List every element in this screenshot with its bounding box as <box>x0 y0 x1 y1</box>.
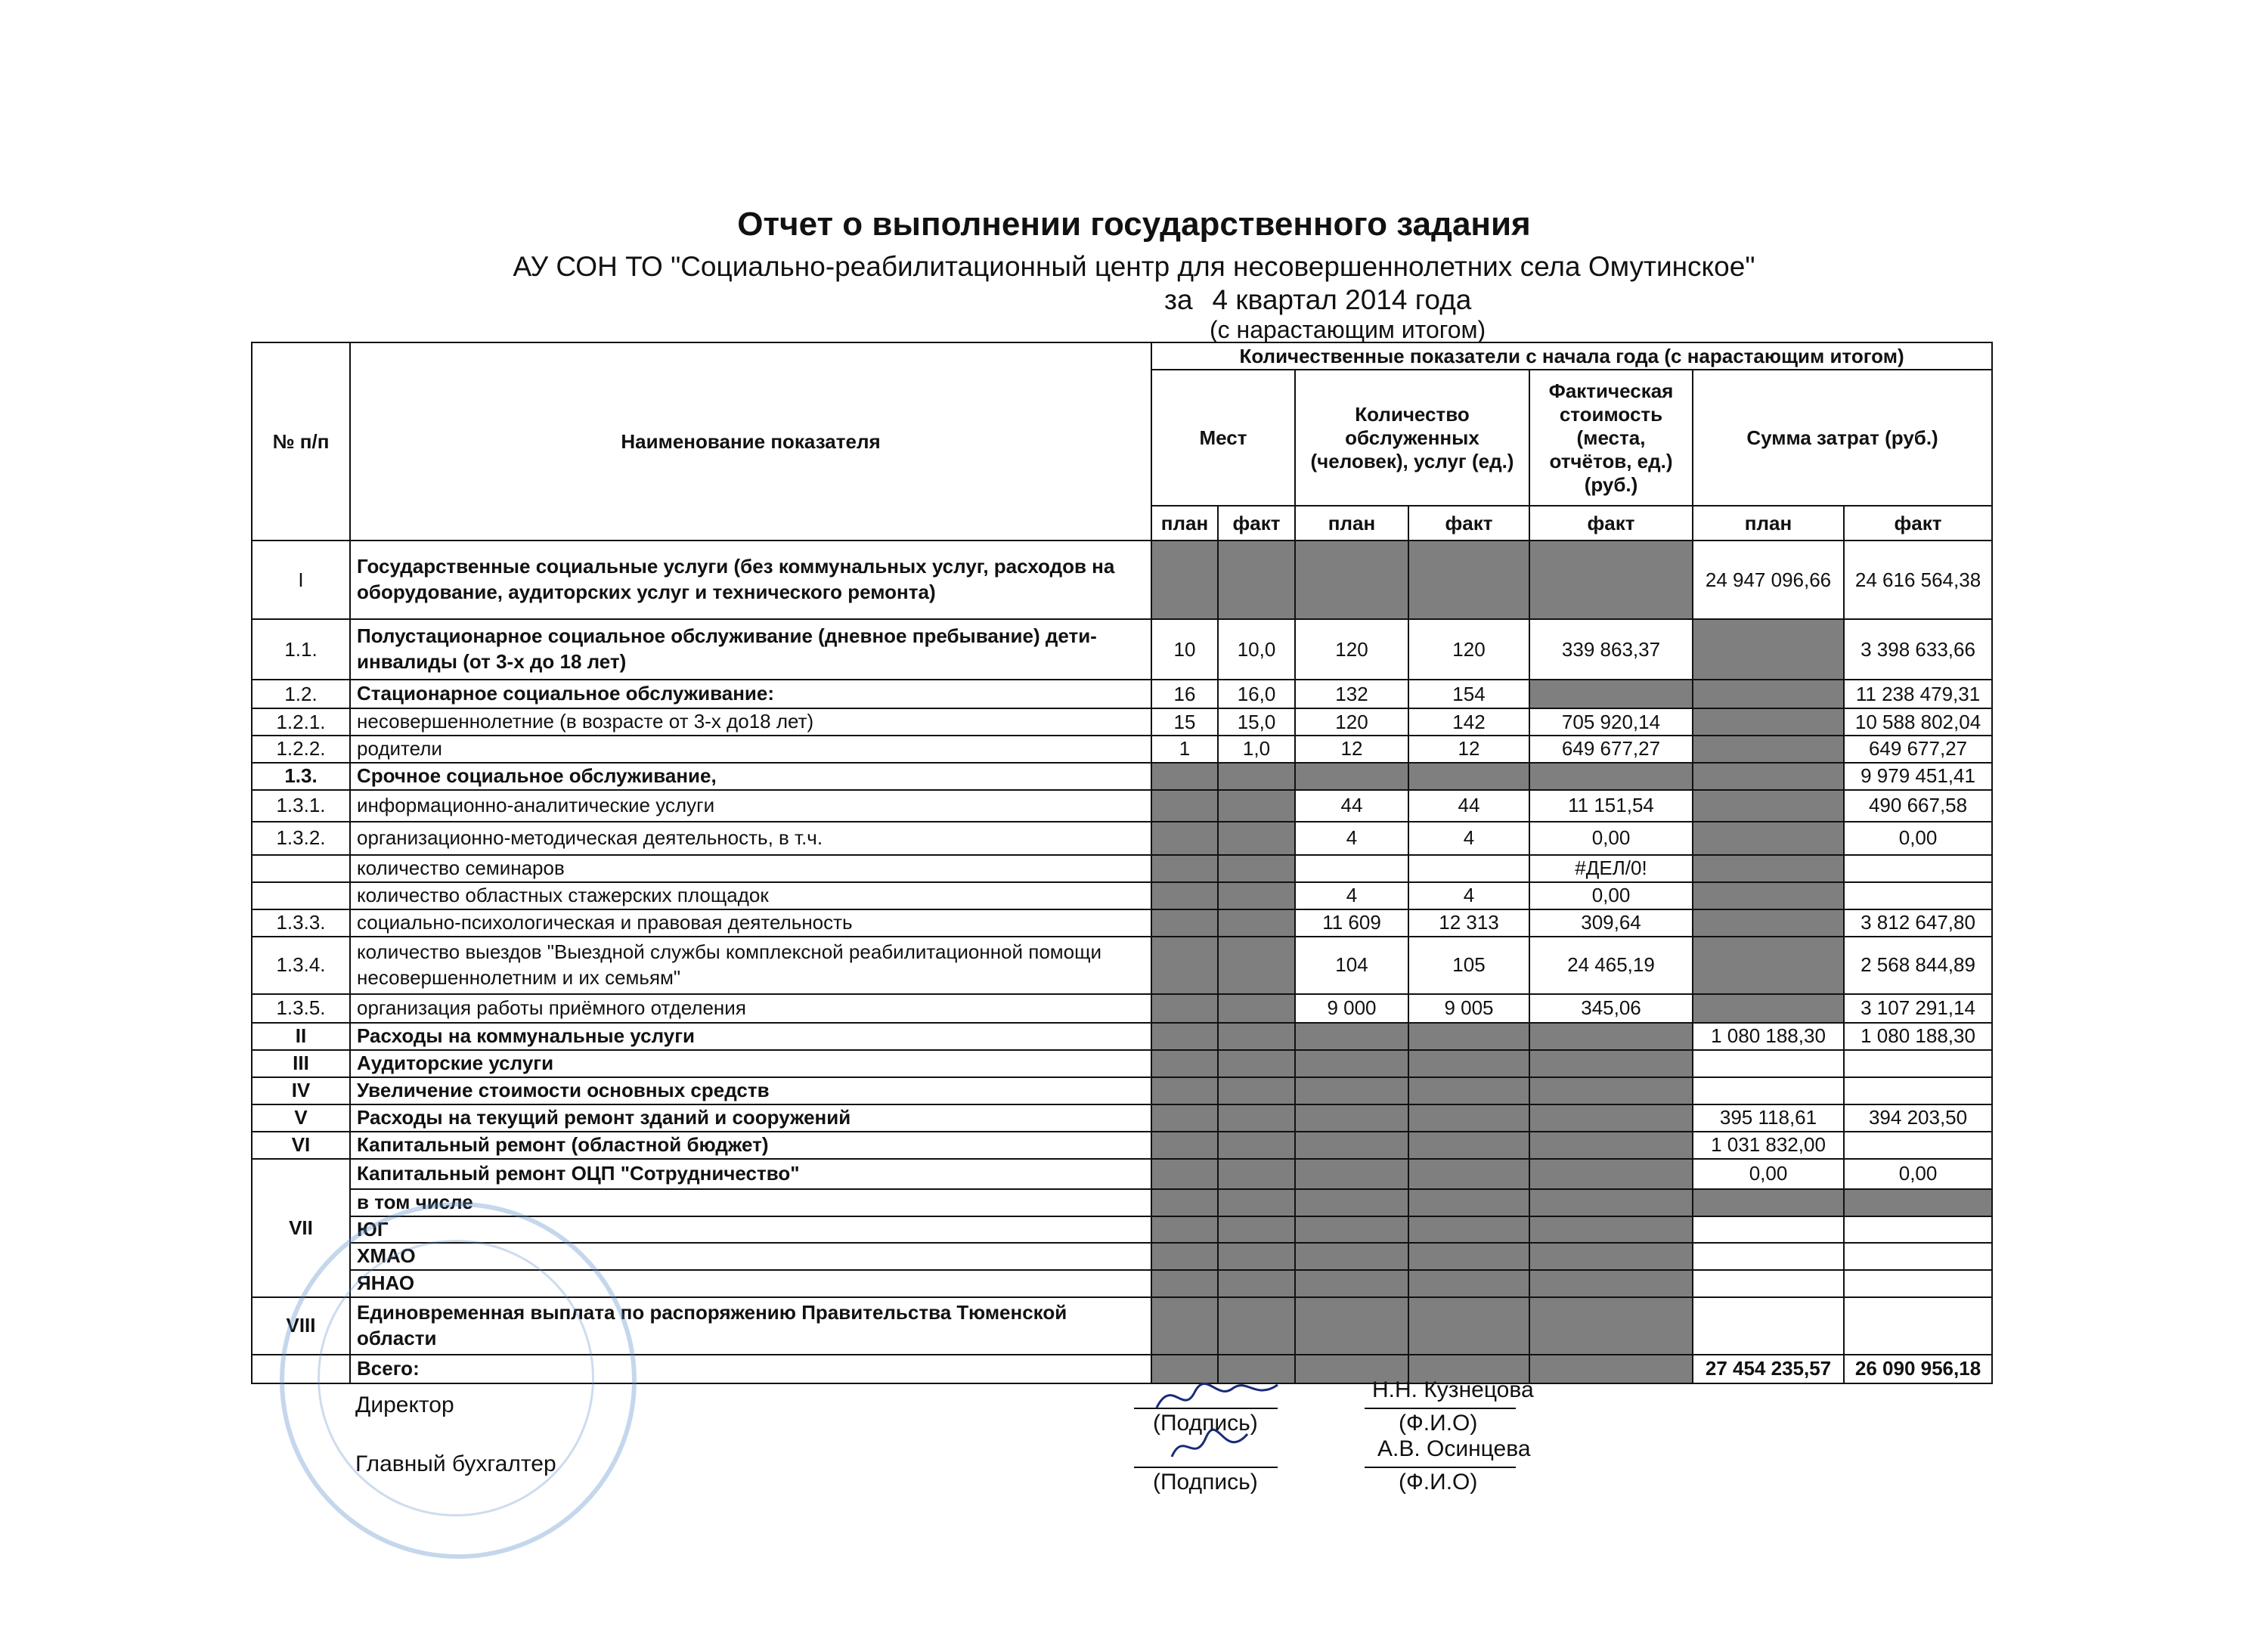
expenses-fact: 3 812 647,80 <box>1844 909 1992 937</box>
col-group-header: Количественные показатели с начала года (с нарастающим итогом) <box>1151 342 1992 370</box>
shaded-cell <box>1408 1243 1529 1270</box>
places-plan: 16 <box>1151 680 1218 708</box>
expenses-fact: 10 588 802,04 <box>1844 708 1992 736</box>
row-name: организационно-методическая деятельность, в т.ч. <box>350 822 1151 855</box>
shaded-cell <box>1218 1270 1295 1297</box>
expenses-fact: 3 107 291,14 <box>1844 994 1992 1023</box>
row-name: Стационарное социальное обслуживание: <box>350 680 1151 708</box>
shaded-cell <box>1218 541 1295 619</box>
accountant-fio-caption: (Ф.И.О) <box>1399 1470 1478 1495</box>
shaded-cell <box>1693 937 1844 994</box>
expenses-fact: 3 398 633,66 <box>1844 619 1992 680</box>
organization-name: АУ СОН ТО "Социально-реабилитационный центр для несовершеннолетних села Омутинское" <box>513 251 1755 282</box>
row-name: родители <box>350 736 1151 763</box>
shaded-cell <box>1218 1104 1295 1132</box>
shaded-cell <box>1151 1189 1218 1216</box>
shaded-cell <box>1151 855 1218 882</box>
shaded-cell <box>1529 1270 1693 1297</box>
accountant-name-line <box>1365 1467 1516 1468</box>
shaded-cell <box>1218 1189 1295 1216</box>
served-plan: 12 <box>1295 736 1408 763</box>
expenses-plan <box>1693 1270 1844 1297</box>
shaded-cell <box>1295 1077 1408 1104</box>
subcol-fact: факт <box>1218 506 1295 541</box>
served-fact: 4 <box>1408 882 1529 909</box>
row-num: 1.2.1. <box>252 708 350 736</box>
expenses-fact: 649 677,27 <box>1844 736 1992 763</box>
shaded-cell <box>1218 1050 1295 1077</box>
row-name: количество областных стажерских площадок <box>350 882 1151 909</box>
shaded-cell <box>1295 1159 1408 1189</box>
shaded-cell <box>1295 541 1408 619</box>
row-name: социально-психологическая и правовая деятельность <box>350 909 1151 937</box>
places-fact: 16,0 <box>1218 680 1295 708</box>
row-num: 1.3.2. <box>252 822 350 855</box>
shaded-cell <box>1529 763 1693 790</box>
served-plan: 132 <box>1295 680 1408 708</box>
shaded-cell <box>1693 708 1844 736</box>
cumulative-note: (с нарастающим итогом) <box>1210 316 1486 343</box>
shaded-cell <box>1408 1023 1529 1050</box>
director-label: Директор <box>355 1392 454 1417</box>
shaded-cell <box>1151 909 1218 937</box>
shaded-cell <box>1218 882 1295 909</box>
shaded-cell <box>1408 1132 1529 1159</box>
shaded-cell <box>1151 763 1218 790</box>
shaded-cell <box>1295 1216 1408 1244</box>
expenses-plan <box>1693 1297 1844 1355</box>
row-num: 1.1. <box>252 619 350 680</box>
subcol-plan: план <box>1295 506 1408 541</box>
served-plan: 4 <box>1295 822 1408 855</box>
shaded-cell <box>1693 736 1844 763</box>
shaded-cell <box>1529 1297 1693 1355</box>
accountant-label: Главный бухгалтер <box>355 1451 556 1476</box>
expenses-plan: 395 118,61 <box>1693 1104 1844 1132</box>
shaded-cell <box>1529 1159 1693 1189</box>
shaded-cell <box>1408 1159 1529 1189</box>
director-fio-caption: (Ф.И.О) <box>1399 1411 1478 1436</box>
shaded-cell <box>1151 1023 1218 1050</box>
shaded-cell <box>1529 541 1693 619</box>
served-fact: 154 <box>1408 680 1529 708</box>
expenses-fact <box>1844 882 1992 909</box>
row-name: Капитальный ремонт (областной бюджет) <box>350 1132 1151 1159</box>
shaded-cell <box>1693 994 1844 1023</box>
shaded-cell <box>1529 1077 1693 1104</box>
shaded-cell <box>1693 822 1844 855</box>
row-name: количество выездов "Выездной службы комплексной реабилитационной помощи несовершеннолетним и их семьям" <box>350 937 1151 994</box>
subcol-fact: факт <box>1529 506 1693 541</box>
shaded-cell <box>1408 1050 1529 1077</box>
shaded-cell <box>1218 937 1295 994</box>
expenses-fact <box>1844 1050 1992 1077</box>
served-fact: 9 005 <box>1408 994 1529 1023</box>
shaded-cell <box>1218 1216 1295 1244</box>
shaded-cell <box>1151 541 1218 619</box>
shaded-cell <box>1529 1023 1693 1050</box>
shaded-cell <box>1218 763 1295 790</box>
row-name: Срочное социальное обслуживание, <box>350 763 1151 790</box>
expenses-fact: 0,00 <box>1844 822 1992 855</box>
places-fact: 1,0 <box>1218 736 1295 763</box>
expenses-fact <box>1844 1132 1992 1159</box>
cost-fact: 339 863,37 <box>1529 619 1693 680</box>
served-plan: 4 <box>1295 882 1408 909</box>
row-name: Единовременная выплата по распоряжению Правительства Тюменской области <box>350 1297 1151 1355</box>
shaded-cell <box>1151 822 1218 855</box>
subcol-fact: факт <box>1408 506 1529 541</box>
row-name: информационно-аналитические услуги <box>350 790 1151 822</box>
row-num: 1.3.1. <box>252 790 350 822</box>
cost-fact: 705 920,14 <box>1529 708 1693 736</box>
shaded-cell <box>1151 1216 1218 1244</box>
row-name: количество семинаров <box>350 855 1151 882</box>
cost-fact: 345,06 <box>1529 994 1693 1023</box>
col-cost-header: Фактическая стоимость (места, отчётов, ед.) (руб.) <box>1529 370 1693 506</box>
row-num <box>252 882 350 909</box>
shaded-cell <box>1151 882 1218 909</box>
accountant-signature-caption: (Подпись) <box>1153 1470 1258 1495</box>
shaded-cell <box>1151 1104 1218 1132</box>
row-num: V <box>252 1104 350 1132</box>
shaded-cell <box>1295 763 1408 790</box>
row-name: ХМАО <box>350 1243 1151 1270</box>
served-fact: 105 <box>1408 937 1529 994</box>
row-name: Государственные социальные услуги (без коммунальных услуг, расходов на оборудование, аудиторских услуг и технического ремонта) <box>350 541 1151 619</box>
shaded-cell <box>1218 1243 1295 1270</box>
served-plan: 104 <box>1295 937 1408 994</box>
row-name: организация работы приёмного отделения <box>350 994 1151 1023</box>
expenses-fact <box>1844 855 1992 882</box>
row-num <box>252 855 350 882</box>
expenses-plan: 0,00 <box>1693 1159 1844 1189</box>
shaded-cell <box>1693 909 1844 937</box>
row-name: Полустационарное социальное обслуживание (дневное пребывание) дети-инвалиды (от 3-х до 18 лет) <box>350 619 1151 680</box>
col-num-header: № п/п <box>252 342 350 541</box>
period-value: 4 квартал 2014 года <box>1212 284 1472 315</box>
shaded-cell <box>1408 541 1529 619</box>
shaded-cell <box>1151 1132 1218 1159</box>
cost-fact: 11 151,54 <box>1529 790 1693 822</box>
row-name: ЯНАО <box>350 1270 1151 1297</box>
cost-fact: 649 677,27 <box>1529 736 1693 763</box>
shaded-cell <box>1151 1050 1218 1077</box>
served-fact <box>1408 855 1529 882</box>
cost-fact: 24 465,19 <box>1529 937 1693 994</box>
served-plan: 120 <box>1295 708 1408 736</box>
served-plan: 9 000 <box>1295 994 1408 1023</box>
places-fact: 10,0 <box>1218 619 1295 680</box>
shaded-cell <box>1218 1077 1295 1104</box>
row-num: 1.2.2. <box>252 736 350 763</box>
shaded-cell <box>1529 680 1693 708</box>
shaded-cell <box>1693 619 1844 680</box>
shaded-cell <box>1151 790 1218 822</box>
served-fact: 12 313 <box>1408 909 1529 937</box>
cost-fact: #ДЕЛ/0! <box>1529 855 1693 882</box>
col-places-header: Мест <box>1151 370 1295 506</box>
row-num: 1.3.5. <box>252 994 350 1023</box>
shaded-cell <box>1295 1050 1408 1077</box>
shaded-cell <box>1693 1189 1844 1216</box>
total-fact: 26 090 956,18 <box>1844 1355 1992 1383</box>
expenses-fact: 11 238 479,31 <box>1844 680 1992 708</box>
shaded-cell <box>1218 909 1295 937</box>
places-plan: 10 <box>1151 619 1218 680</box>
served-fact: 142 <box>1408 708 1529 736</box>
col-expenses-header: Сумма затрат (руб.) <box>1693 370 1992 506</box>
shaded-cell <box>1844 1189 1992 1216</box>
served-plan: 120 <box>1295 619 1408 680</box>
row-name: Увеличение стоимости основных средств <box>350 1077 1151 1104</box>
expenses-fact: 2 568 844,89 <box>1844 937 1992 994</box>
row-name: в том числе <box>350 1189 1151 1216</box>
shaded-cell <box>1295 1104 1408 1132</box>
shaded-cell <box>1295 1132 1408 1159</box>
shaded-cell <box>1218 1132 1295 1159</box>
row-name: Расходы на коммунальные услуги <box>350 1023 1151 1050</box>
expenses-plan: 1 080 188,30 <box>1693 1023 1844 1050</box>
cost-fact: 309,64 <box>1529 909 1693 937</box>
expenses-fact <box>1844 1297 1992 1355</box>
shaded-cell <box>1295 1189 1408 1216</box>
director-signature-line <box>1134 1408 1278 1409</box>
shaded-cell <box>1408 1104 1529 1132</box>
accountant-name: А.В. Осинцева <box>1377 1436 1531 1461</box>
shaded-cell <box>1151 994 1218 1023</box>
col-served-header: Количество обслуженных (человек), услуг (ед.) <box>1295 370 1529 506</box>
row-num: IV <box>252 1077 350 1104</box>
row-num: 1.3.4. <box>252 937 350 994</box>
served-plan <box>1295 855 1408 882</box>
expenses-fact <box>1844 1216 1992 1244</box>
row-num: II <box>252 1023 350 1050</box>
shaded-cell <box>1218 822 1295 855</box>
row-num: I <box>252 541 350 619</box>
cost-fact: 0,00 <box>1529 882 1693 909</box>
expenses-fact: 0,00 <box>1844 1159 1992 1189</box>
shaded-cell <box>1151 1243 1218 1270</box>
served-fact: 44 <box>1408 790 1529 822</box>
expenses-plan <box>1693 1077 1844 1104</box>
shaded-cell <box>1529 1132 1693 1159</box>
shaded-cell <box>1693 790 1844 822</box>
shaded-cell <box>1693 763 1844 790</box>
shaded-cell <box>1529 1104 1693 1132</box>
subcol-plan: план <box>1151 506 1218 541</box>
total-label: Всего: <box>350 1355 1151 1383</box>
col-name-header: Наименование показателя <box>350 342 1151 541</box>
shaded-cell <box>1151 1297 1218 1355</box>
shaded-cell <box>1408 1216 1529 1244</box>
shaded-cell <box>1529 1243 1693 1270</box>
expenses-fact: 394 203,50 <box>1844 1104 1992 1132</box>
accountant-signature-line <box>1134 1467 1278 1468</box>
shaded-cell <box>1408 1297 1529 1355</box>
shaded-cell <box>1218 790 1295 822</box>
subcol-plan: план <box>1693 506 1844 541</box>
served-fact: 120 <box>1408 619 1529 680</box>
places-plan: 1 <box>1151 736 1218 763</box>
shaded-cell <box>1529 1355 1693 1383</box>
expenses-fact <box>1844 1243 1992 1270</box>
row-name: Аудиторские услуги <box>350 1050 1151 1077</box>
expenses-plan: 24 947 096,66 <box>1693 541 1844 619</box>
expenses-plan <box>1693 1050 1844 1077</box>
report-title: Отчет о выполнении государственного задания <box>737 206 1531 243</box>
shaded-cell <box>1151 1159 1218 1189</box>
row-name: Капитальный ремонт ОЦП "Сотрудничество" <box>350 1159 1151 1189</box>
places-plan: 15 <box>1151 708 1218 736</box>
shaded-cell <box>1218 1297 1295 1355</box>
expenses-fact <box>1844 1270 1992 1297</box>
expenses-plan: 1 031 832,00 <box>1693 1132 1844 1159</box>
expenses-fact: 1 080 188,30 <box>1844 1023 1992 1050</box>
expenses-fact: 490 667,58 <box>1844 790 1992 822</box>
expenses-fact: 9 979 451,41 <box>1844 763 1992 790</box>
shaded-cell <box>1529 1050 1693 1077</box>
shaded-cell <box>1151 1270 1218 1297</box>
total-plan: 27 454 235,57 <box>1693 1355 1844 1383</box>
shaded-cell <box>1693 855 1844 882</box>
shaded-cell <box>1295 1297 1408 1355</box>
period-prefix: за <box>1164 284 1193 315</box>
cost-fact: 0,00 <box>1529 822 1693 855</box>
row-name: Расходы на текущий ремонт зданий и сооружений <box>350 1104 1151 1132</box>
shaded-cell <box>1295 1243 1408 1270</box>
shaded-cell <box>1408 1270 1529 1297</box>
row-num: 1.3.3. <box>252 909 350 937</box>
shaded-cell <box>1693 680 1844 708</box>
shaded-cell <box>1693 882 1844 909</box>
director-name: Н.Н. Кузнецова <box>1372 1377 1534 1402</box>
row-num: VII <box>252 1159 350 1297</box>
row-num: 1.3. <box>252 763 350 790</box>
expenses-plan <box>1693 1243 1844 1270</box>
row-name: ЮГ <box>350 1216 1151 1244</box>
expenses-fact: 24 616 564,38 <box>1844 541 1992 619</box>
row-num: VI <box>252 1132 350 1159</box>
director-name-line <box>1365 1408 1516 1409</box>
expenses-plan <box>1693 1216 1844 1244</box>
shaded-cell <box>1151 937 1218 994</box>
shaded-cell <box>1218 994 1295 1023</box>
served-fact: 12 <box>1408 736 1529 763</box>
shaded-cell <box>1408 1189 1529 1216</box>
row-num: VIII <box>252 1297 350 1355</box>
shaded-cell <box>1295 1023 1408 1050</box>
shaded-cell <box>1151 1077 1218 1104</box>
served-fact: 4 <box>1408 822 1529 855</box>
row-name: несовершеннолетние (в возрасте от 3-х до18 лет) <box>350 708 1151 736</box>
served-plan: 44 <box>1295 790 1408 822</box>
expenses-fact <box>1844 1077 1992 1104</box>
subcol-fact: факт <box>1844 506 1992 541</box>
served-plan: 11 609 <box>1295 909 1408 937</box>
shaded-cell <box>1529 1216 1693 1244</box>
director-signature-caption: (Подпись) <box>1153 1411 1258 1436</box>
row-num: III <box>252 1050 350 1077</box>
report-period <box>1164 284 1471 316</box>
row-num: 1.2. <box>252 680 350 708</box>
shaded-cell <box>1218 1023 1295 1050</box>
shaded-cell <box>1408 763 1529 790</box>
shaded-cell <box>1295 1270 1408 1297</box>
shaded-cell <box>1529 1189 1693 1216</box>
shaded-cell <box>1218 855 1295 882</box>
shaded-cell <box>1408 1077 1529 1104</box>
shaded-cell <box>1218 1159 1295 1189</box>
places-fact: 15,0 <box>1218 708 1295 736</box>
